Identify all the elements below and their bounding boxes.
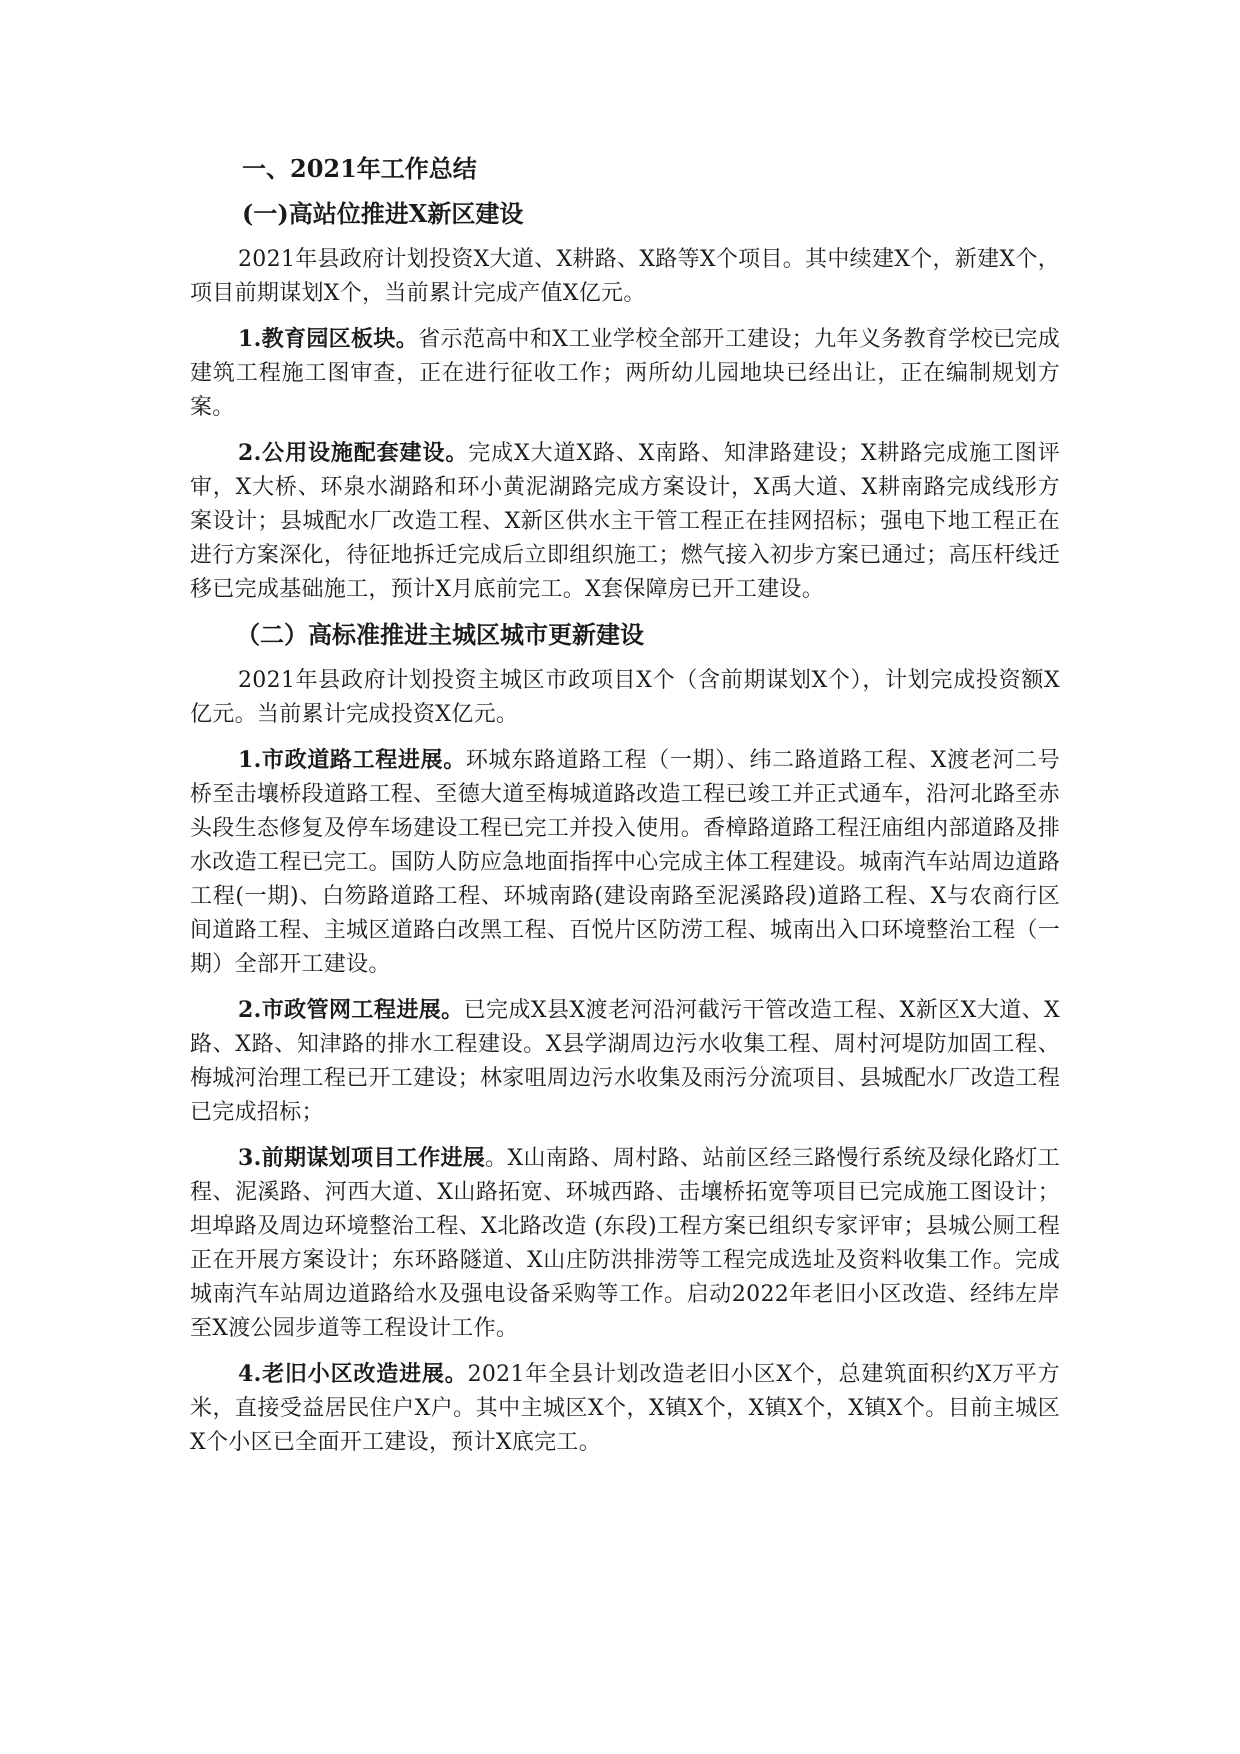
paragraph-lead: 2.市政管网工程进展。	[238, 997, 464, 1023]
paragraph-lead: 4.老旧小区改造进展。	[238, 1361, 468, 1387]
subsection-title-2: （二）高标准推进主城区城市更新建设	[236, 620, 644, 649]
document-body	[190, 152, 1060, 1471]
paragraph-text: 2021年全县计划改造老旧小区X个，总建筑面积约X万平方米，直接受益居民住户X户。其中主城区X个，X镇X个，X镇X个，X镇X个。目前主城区X个小区已全面开工建设，预计X底完工。	[190, 1362, 1060, 1455]
paragraph-public-facilities	[190, 436, 1060, 607]
paragraph-municipal-pipes	[190, 993, 1060, 1130]
paragraph-lead: 3.前期谋划项目工作进展	[238, 1145, 486, 1171]
paragraph-text: 已完成X县X渡老河沿河截污干管改造工程、X新区X大道、X路、X路、知津路的排水工程建设。X县学湖周边污水收集工程、周村河堤防加固工程、梅城河治理工程已开工建设；林家咀周边污水收集及雨污分流项目、县城配水厂改造工程已完成招标；	[190, 998, 1060, 1125]
paragraph-municipal-roads	[190, 743, 1060, 982]
paragraph-early-planning	[190, 1141, 1060, 1346]
subsection-title-1: (一)高站位推进X新区建设	[242, 199, 524, 228]
paragraph-text: 省示范高中和X工业学校全部开工建设；九年义务教育学校已完成建筑工程施工图审查，正在进行征收工作；两所幼儿园地块已经出让，正在编制规划方案。	[190, 327, 1060, 420]
paragraph-old-communities	[190, 1357, 1060, 1460]
section-title: 一、2021年工作总结	[242, 154, 477, 183]
paragraph-intro-2: 2021年县政府计划投资主城区市政项目X个（含前期谋划X个），计划完成投资额X亿元。当前累计完成投资X亿元。	[190, 668, 1060, 727]
paragraph-lead: 1.市政道路工程进展。	[238, 747, 466, 773]
paragraph-lead: 2.公用设施配套建设。	[238, 440, 469, 466]
paragraph-intro-1: 2021年县政府计划投资X大道、X耕路、X路等X个项目。其中续建X个，新建X个，项目前期谋划X个，当前累计完成产值X亿元。	[190, 247, 1060, 306]
paragraph-text: 。X山南路、周村路、站前区经三路慢行系统及绿化路灯工程、泥溪路、河西大道、X山路拓宽、环城西路、击壤桥拓宽等项目已完成施工图设计；坦埠路及周边环境整治工程、X北路改造 (东段)工程方案已组织专家评审；县城公厕工程正在开展方案设计；东环路隧道、X山庄防洪排涝等工程完成选址及资料收集工作。完成城南汽车站周边道路给水及强电设备采购等工作。启动2022年老旧小区改造、经纬左岸至X渡公园步道等工程设计工作。	[190, 1146, 1060, 1341]
paragraph-text: 环城东路道路工程（一期）、纬二路道路工程、X渡老河二号桥至击壤桥段道路工程、至德大道至梅城道路改造工程已竣工并正式通车，沿河北路至赤头段生态修复及停车场建设工程已完工并投入使用。香樟路道路工程汪庙组内部道路及排水改造工程已完工。国防人防应急地面指挥中心完成主体工程建设。城南汽车站周边道路工程(一期)、白笏路道路工程、环城南路(建设南路至泥溪路段)道路工程、X与农商行区间道路工程、主城区道路白改黑工程、百悦片区防涝工程、城南出入口环境整治工程（一期）全部开工建设。	[190, 748, 1060, 977]
paragraph-education-park	[190, 322, 1060, 425]
paragraph-text: 完成X大道X路、X南路、知津路建设；X耕路完成施工图评审，X大桥、环泉水湖路和环小黄泥湖路完成方案设计，X禹大道、X耕南路完成线形方案设计；县城配水厂改造工程、X新区供水主干管工程正在挂网招标；强电下地工程正在进行方案深化，待征地拆迁完成后立即组织施工；燃气接入初步方案已通过；高压杆线迁移已完成基础施工，预计X月底前完工。X套保障房已开工建设。	[190, 441, 1060, 602]
paragraph-lead: 1.教育园区板块。	[238, 326, 419, 352]
